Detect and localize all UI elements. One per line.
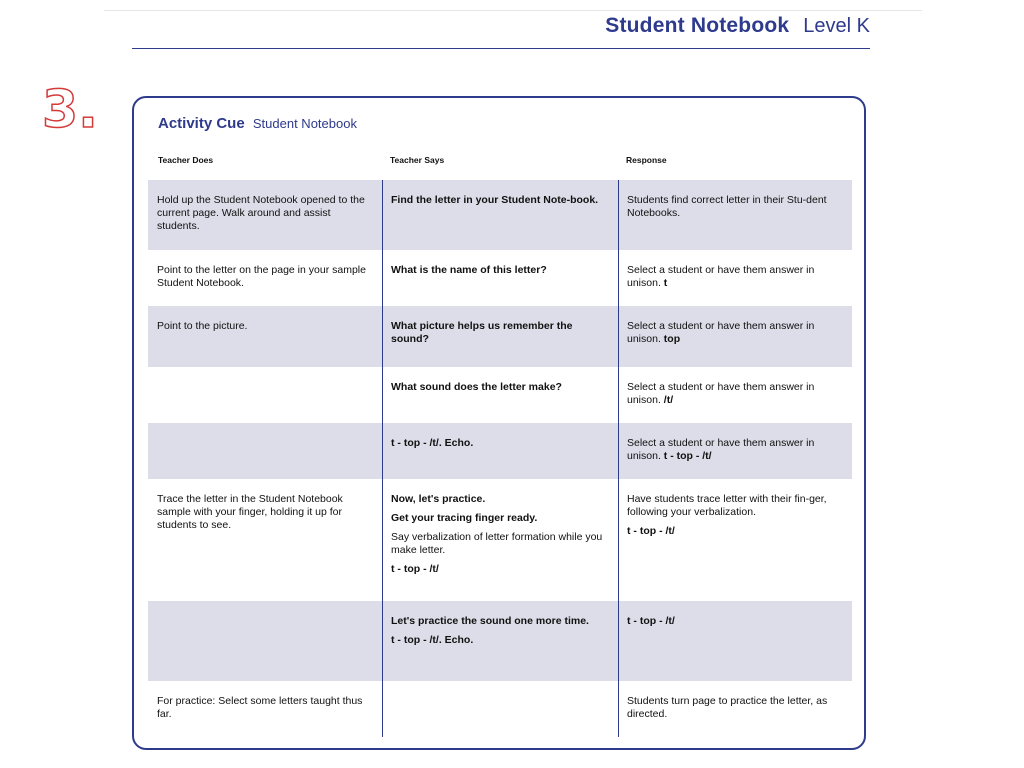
cell-response <box>618 250 852 306</box>
cell-response <box>618 306 852 367</box>
table-row <box>148 367 852 423</box>
top-rule <box>104 10 922 11</box>
response-text: Students turn page to practice the letter, as directed. <box>627 695 828 720</box>
cell-teacher-does: Point to the picture. <box>157 320 248 332</box>
table-row <box>148 601 852 681</box>
cell-teacher-does <box>148 367 382 423</box>
response-answer: t - top - /t/ <box>627 615 675 627</box>
says-line: Let's practice the sound one more time. <box>391 615 589 627</box>
cell-response <box>618 601 852 681</box>
table-row <box>148 180 852 250</box>
says-line: What picture helps us remember the sound? <box>391 320 573 345</box>
cell-teacher-says <box>382 180 618 250</box>
says-instruction: Say verbalization of letter formation while you make letter. <box>391 531 603 556</box>
header-title: Student Notebook <box>605 14 790 37</box>
cell-teacher-says <box>382 367 618 423</box>
says-line: What is the name of this letter? <box>391 264 547 276</box>
cell-teacher-does: Point to the letter on the page in your sample Student Notebook. <box>157 264 366 289</box>
says-line: What sound does the letter make? <box>391 381 562 393</box>
response-answer: t <box>663 277 668 289</box>
cell-teacher-does: For practice: Select some letters taught thus far. <box>157 695 363 720</box>
column-header-teacher-does: Teacher Does <box>158 155 214 165</box>
cell-teacher-says <box>382 681 618 737</box>
table-row <box>148 306 852 367</box>
cell-response <box>618 681 852 737</box>
cell-teacher-says <box>382 601 618 681</box>
says-line: Get your tracing finger ready. <box>391 512 538 524</box>
says-line: t - top - /t/. Echo. <box>391 634 474 646</box>
cell-teacher-says <box>382 250 618 306</box>
step-number: 3. <box>42 80 98 140</box>
column-header-response: Response <box>626 155 667 165</box>
activity-cue-box <box>132 96 866 750</box>
cell-response <box>618 367 852 423</box>
says-line: t - top - /t/. Echo. <box>391 437 474 449</box>
cell-response <box>618 479 852 601</box>
activity-cue-title <box>158 115 357 132</box>
response-text: Select a student or have them answer in unison. <box>627 437 815 462</box>
response-text: Select a student or have them answer in unison. <box>627 320 815 345</box>
says-line: Now, let's practice. <box>391 493 486 505</box>
header-level: Level K <box>803 15 870 37</box>
response-answer: t - top - /t/ <box>663 450 712 462</box>
activity-cue-heading: Activity Cue <box>158 115 245 132</box>
response-answer: top <box>663 333 681 345</box>
response-text: Select a student or have them answer in unison. <box>627 264 815 289</box>
cell-teacher-says <box>382 306 618 367</box>
response-text: Students find correct letter in their Stu-dent Notebooks. <box>627 194 827 219</box>
response-answer: t - top - /t/ <box>627 525 675 537</box>
table-row <box>148 423 852 479</box>
cell-teacher-does <box>148 601 382 681</box>
response-text: Have students trace letter with their fin-ger, following your verbalization. <box>627 493 827 518</box>
response-text: Select a student or have them answer in unison. <box>627 381 815 406</box>
cell-teacher-does: Trace the letter in the Student Notebook sample with your finger, holding it up for students to see. <box>157 493 343 531</box>
activity-cue-subheading: Student Notebook <box>252 116 357 131</box>
page-header <box>132 14 870 49</box>
response-answer: /t/ <box>663 394 674 406</box>
says-line: t - top - /t/ <box>391 563 439 575</box>
cell-teacher-says <box>382 479 618 601</box>
cell-teacher-does: Hold up the Student Notebook opened to the current page. Walk around and assist students. <box>157 194 365 232</box>
table-row <box>148 250 852 306</box>
table-row <box>148 479 852 601</box>
cell-response <box>618 423 852 479</box>
cell-teacher-does <box>148 423 382 479</box>
cell-response <box>618 180 852 250</box>
table-row <box>148 681 852 737</box>
cell-teacher-says <box>382 423 618 479</box>
column-header-teacher-says: Teacher Says <box>390 155 445 165</box>
activity-table <box>148 180 852 737</box>
says-line: Find the letter in your Student Note-book. <box>391 194 599 206</box>
